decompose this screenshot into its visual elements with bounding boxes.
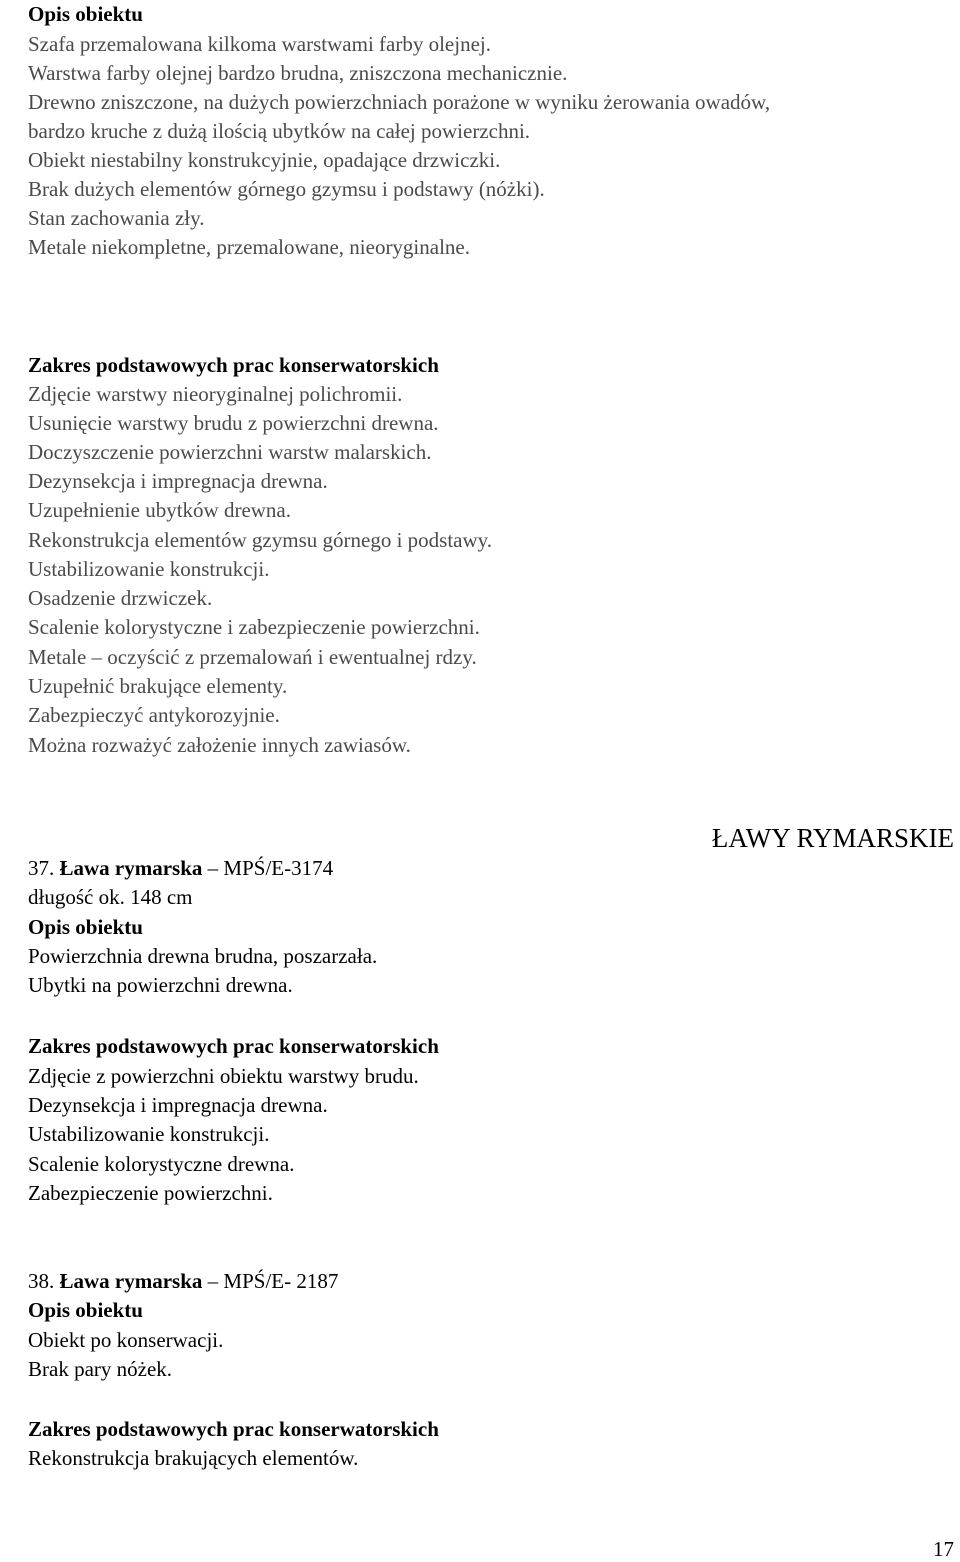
- zakres-line: Metale – oczyścić z przemalowań i ewentualnej rdzy.: [28, 645, 477, 669]
- opis-line: Obiekt po konserwacji.: [28, 1328, 224, 1352]
- opis-heading: Opis obiektu: [28, 1298, 143, 1322]
- zakres-line: Osadzenie drzwiczek.: [28, 586, 213, 610]
- opis-line: Ubytki na powierzchni drewna.: [28, 973, 293, 997]
- zakres-line: Scalenie kolorystyczne drewna.: [28, 1152, 295, 1176]
- zakres-line: Doczyszczenie powierzchni warstw malarskich.: [28, 440, 432, 464]
- opis-line: Powierzchnia drewna brudna, poszarzała.: [28, 944, 378, 968]
- opis-heading: Opis obiektu: [28, 2, 143, 26]
- item-37-length: długość ok. 148 cm: [28, 885, 193, 909]
- zakres-line: Rekonstrukcja elementów gzymsu górnego i podstawy.: [28, 528, 493, 552]
- opis-line: Brak pary nóżek.: [28, 1357, 173, 1381]
- zakres-line: Scalenie kolorystyczne i zabezpieczenie powierzchni.: [28, 615, 480, 639]
- item-name: Ława rymarska: [59, 856, 203, 880]
- opis-line: Stan zachowania zły.: [28, 206, 205, 230]
- section-title: ŁAWY RYMARSKIE: [711, 823, 954, 853]
- opis-line: Metale niekompletne, przemalowane, nieoryginalne.: [28, 235, 470, 259]
- zakres-line: Zabezpieczyć antykorozyjnie.: [28, 703, 280, 727]
- zakres-line: Ustabilizowanie konstrukcji.: [28, 557, 270, 581]
- zakres-line: Uzupełnić brakujące elementy.: [28, 674, 288, 698]
- item-37-title: [28, 854, 333, 883]
- item-name: Ława rymarska: [59, 1269, 203, 1293]
- item-number: 38.: [28, 1269, 55, 1293]
- opis-heading: Opis obiektu: [28, 915, 143, 939]
- zakres-line: Usunięcie warstwy brudu z powierzchni drewna.: [28, 411, 439, 435]
- zakres-line: Zdjęcie z powierzchni obiektu warstwy brudu.: [28, 1064, 419, 1088]
- item-number: 37.: [28, 856, 55, 880]
- zakres-line: Dezynsekcja i impregnacja drewna.: [28, 469, 328, 493]
- zakres-line: Ustabilizowanie konstrukcji.: [28, 1122, 270, 1146]
- item-code: – MPŚ/E-3174: [207, 856, 334, 880]
- item-38-title: [28, 1267, 338, 1296]
- opis-line: Brak dużych elementów górnego gzymsu i podstawy (nóżki).: [28, 177, 545, 201]
- zakres-line: Zdjęcie warstwy nieoryginalnej polichromii.: [28, 382, 403, 406]
- opis-line: Warstwa farby olejnej bardzo brudna, zniszczona mechanicznie.: [28, 61, 568, 85]
- zakres-line: Uzupełnienie ubytków drewna.: [28, 498, 292, 522]
- zakres-line: Zabezpieczenie powierzchni.: [28, 1181, 273, 1205]
- zakres-heading: Zakres podstawowych prac konserwatorskich: [28, 1034, 439, 1058]
- opis-line: Obiekt niestabilny konstrukcyjnie, opadające drzwiczki.: [28, 148, 501, 172]
- opis-line: Drewno zniszczone, na dużych powierzchniach porażone w wyniku żerowania owadów,: [28, 90, 771, 114]
- zakres-line: Dezynsekcja i impregnacja drewna.: [28, 1093, 328, 1117]
- item-code: – MPŚ/E- 2187: [207, 1269, 339, 1293]
- zakres-line: Można rozważyć założenie innych zawiasów.: [28, 733, 411, 757]
- zakres-heading: Zakres podstawowych prac konserwatorskich: [28, 1417, 439, 1441]
- opis-line: bardzo kruche z dużą ilością ubytków na całej powierzchni.: [28, 119, 531, 143]
- zakres-heading: Zakres podstawowych prac konserwatorskich: [28, 353, 439, 377]
- opis-line: Szafa przemalowana kilkoma warstwami farby olejnej.: [28, 32, 491, 56]
- zakres-line: Rekonstrukcja brakujących elementów.: [28, 1446, 359, 1470]
- page-number: 17: [933, 1537, 954, 1561]
